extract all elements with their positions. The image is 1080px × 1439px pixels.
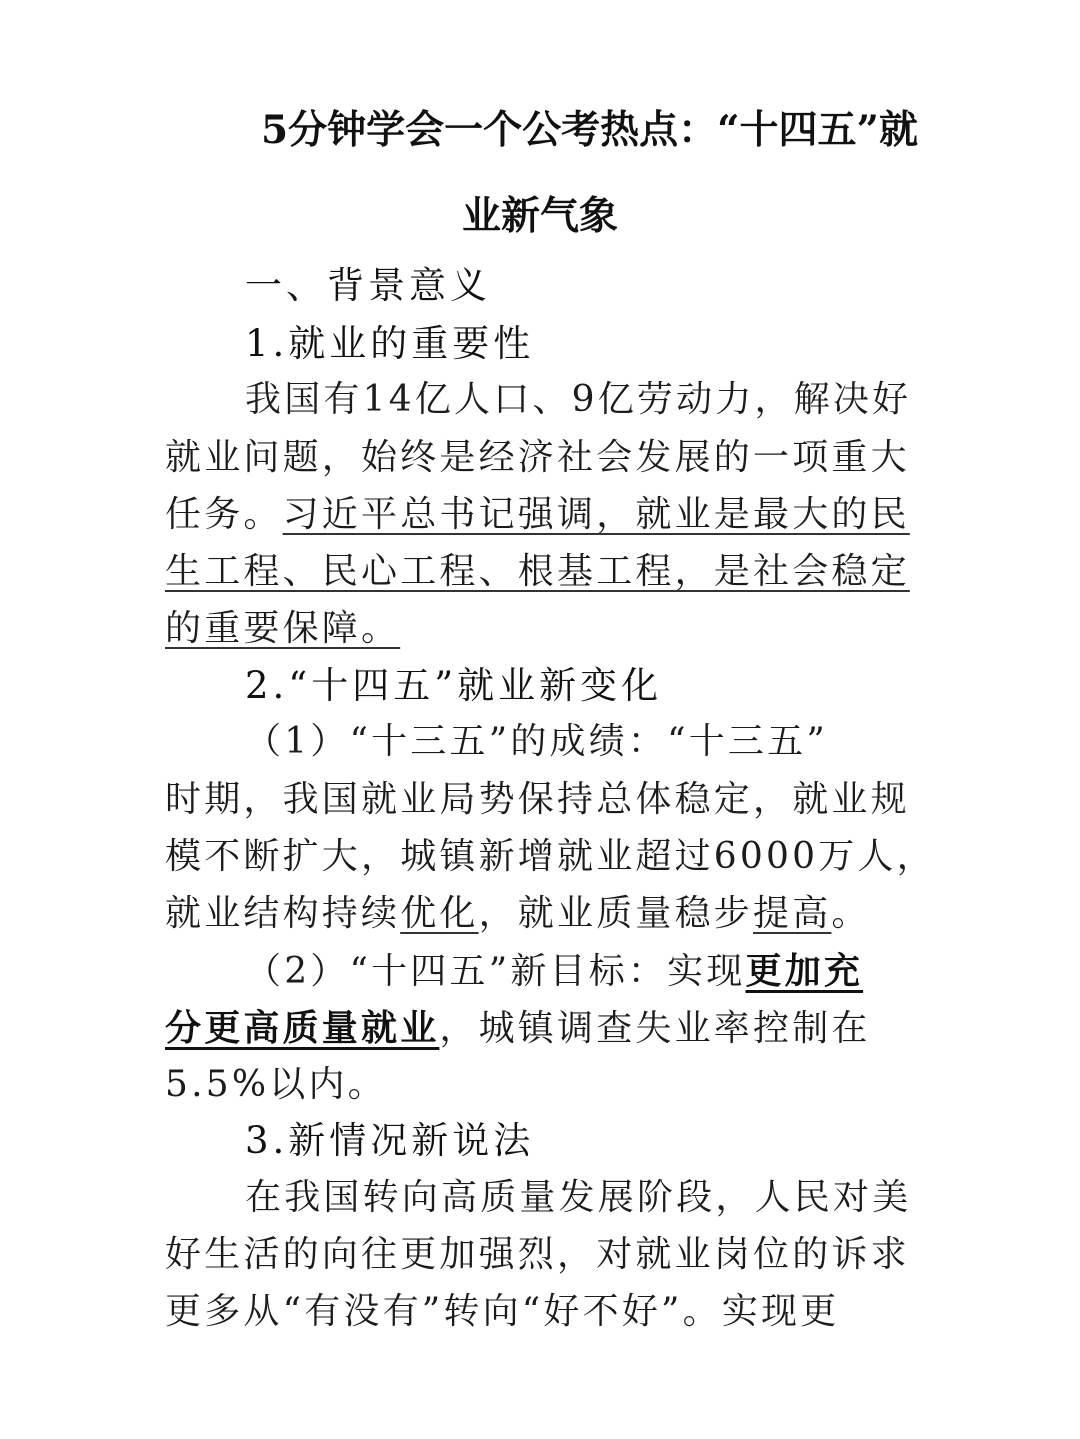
plain-text: 就业结构持续 xyxy=(165,893,401,934)
document-title-line-1: 5分钟学会一个公考热点：“十四五”就 xyxy=(260,107,918,153)
underlined-quote: 习近平总书记强调，就业是最大的民 xyxy=(282,494,910,535)
paragraph-line: 模不断扩大，城镇新增就业超过6000万人， xyxy=(165,836,936,877)
plain-text: （2）“十四五”新目标：实现 xyxy=(245,951,746,992)
bold-underlined-phrase: 分更高质量就业 xyxy=(165,1007,440,1049)
paragraph-line xyxy=(165,886,917,942)
section-heading-background: 一、背景意义 xyxy=(245,264,491,307)
subheading-new-situation: 3.新情况新说法 xyxy=(245,1119,535,1162)
underlined-quote: 的重要保障。 xyxy=(165,608,401,649)
paragraph-line: 就业问题，始终是经济社会发展的一项重大 xyxy=(165,437,910,478)
subheading-new-changes: 2.“十四五”就业新变化 xyxy=(245,664,663,707)
paragraph-line: 5.5%以内。 xyxy=(165,1064,387,1105)
plain-text: 任务。 xyxy=(165,494,283,535)
paragraph-line: 我国有14亿人口、9亿劳动力，解决好 xyxy=(245,379,912,420)
plain-text: ，城镇调查失业率控制在 xyxy=(439,1008,871,1049)
paragraph-line xyxy=(165,487,917,543)
underlined-word: 提高 xyxy=(753,893,832,934)
paragraph-line: （1）“十三五”的成绩：“十三五” xyxy=(245,721,828,762)
paragraph-line xyxy=(165,601,917,657)
paragraph-line xyxy=(165,544,917,600)
paragraph-line xyxy=(245,943,917,1000)
paragraph-line: 在我国转向高质量发展阶段，人民对美 xyxy=(245,1177,912,1218)
subheading-importance-of-employment: 1.就业的重要性 xyxy=(245,322,535,365)
plain-text: ，就业质量稳步 xyxy=(478,893,754,934)
underlined-quote: 生工程、民心工程、根基工程，是社会稳定 xyxy=(165,551,910,592)
bold-underlined-phrase: 更加充 xyxy=(745,950,864,992)
paragraph-line: 更多从“有没有”转向“好不好”。实现更 xyxy=(165,1291,840,1332)
underlined-word: 优化 xyxy=(400,893,479,934)
paragraph-line: 好生活的向往更加强烈，对就业岗位的诉求 xyxy=(165,1234,910,1275)
document-title-line-2: 业新气象 xyxy=(461,193,618,239)
plain-text: 。 xyxy=(831,893,871,934)
paragraph-line xyxy=(165,1000,917,1057)
paragraph-line: 时期，我国就业局势保持总体稳定，就业规 xyxy=(165,779,910,820)
